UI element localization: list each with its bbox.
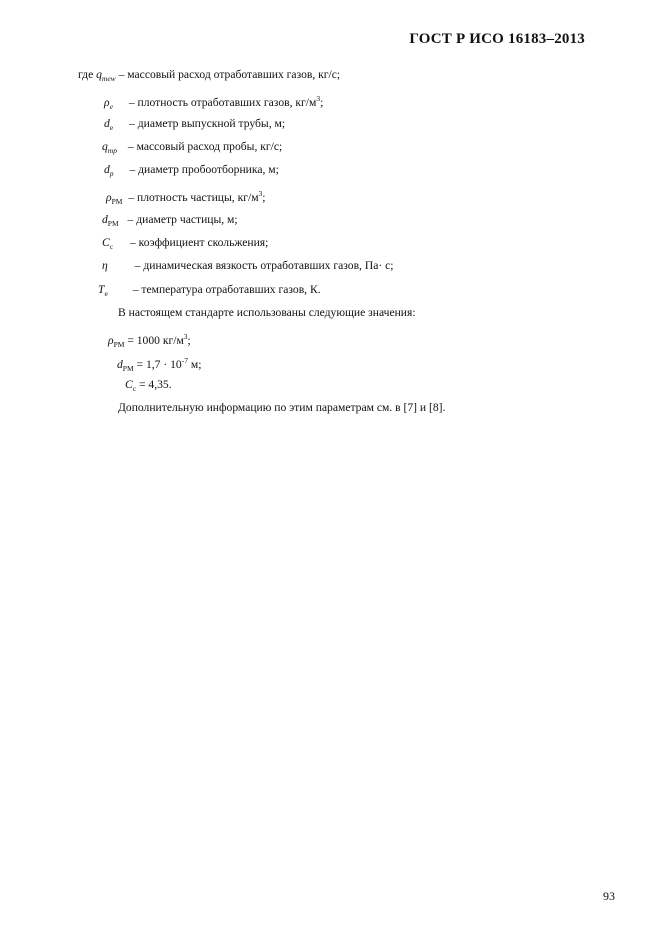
definition-text: – коэффициент скольжения; — [129, 236, 269, 249]
value-row — [117, 354, 201, 376]
value-text: = 4,35. — [136, 378, 172, 391]
definition-text: – динамическая вязкость отработавших газов, Па· с; — [134, 259, 394, 272]
definition-sub: e — [104, 289, 108, 298]
value-symbol: C — [125, 378, 133, 391]
value-sub: c — [132, 384, 137, 393]
value-row — [108, 330, 191, 352]
where-symbol-sub: mew — [101, 74, 116, 83]
where-line — [78, 68, 340, 86]
definition-symbol: C — [102, 236, 110, 249]
definition-sub: p — [109, 169, 114, 178]
where-symbol: q — [96, 68, 102, 81]
value-tail: м; — [187, 358, 202, 371]
definition-row — [104, 117, 285, 135]
definition-symbol: d — [104, 163, 110, 176]
value-sub: PM — [113, 340, 125, 349]
definition-text: – диаметр частицы, м; — [127, 213, 238, 226]
value-tail: ; — [187, 334, 191, 347]
definition-tail: ; — [320, 96, 324, 109]
definition-symbol: d — [104, 117, 110, 130]
value-sub: PM — [122, 364, 134, 373]
page-number: 93 — [603, 889, 615, 903]
definition-row — [98, 283, 321, 301]
value-symbol: ρ — [108, 334, 114, 347]
value-sup: -7 — [181, 356, 188, 365]
definition-symbol: d — [102, 213, 108, 226]
value-sup: 3 — [183, 332, 188, 341]
definition-tail: ; — [262, 191, 266, 204]
definition-sup: 3 — [316, 94, 321, 103]
definition-text: – массовый расход пробы, кг/с; — [127, 140, 283, 153]
definition-symbol: q — [102, 140, 108, 153]
definition-sub: PM — [111, 197, 123, 206]
definition-row — [106, 187, 266, 209]
value-symbol: d — [117, 358, 123, 371]
definition-row — [102, 259, 394, 273]
definition-text: – диаметр пробоотборника, м; — [129, 163, 279, 176]
definition-sub: e — [109, 102, 113, 111]
definition-row — [102, 236, 268, 254]
where-text: – массовый расход отработавших газов, кг/с; — [115, 68, 341, 81]
definition-row — [102, 213, 238, 231]
where-prefix: где — [78, 68, 97, 81]
definition-text: – температура отработавших газов, К. — [132, 283, 321, 296]
value-text: = 1,7 · 10 — [133, 358, 182, 371]
definition-symbol: η — [102, 259, 108, 272]
document-header: ГОСТ Р ИСО 16183–2013 — [409, 31, 585, 47]
value-text: = 1000 кг/м — [124, 334, 184, 347]
definition-text: – диаметр выпускной трубы, м; — [129, 117, 286, 130]
definition-row — [102, 140, 282, 158]
values-intro: В настоящем стандарте использованы следующие значения: — [118, 306, 416, 319]
value-row — [125, 378, 172, 396]
definition-sub: PM — [107, 219, 119, 228]
definition-sub: mp — [107, 146, 117, 155]
definition-row — [104, 92, 323, 114]
definition-text: – плотность частицы, кг/м — [128, 191, 259, 204]
definition-text: – плотность отработавших газов, кг/м — [128, 96, 317, 109]
definition-symbol: T — [98, 283, 105, 296]
definition-symbol: ρ — [104, 96, 110, 109]
definition-sup: 3 — [258, 189, 263, 198]
definition-row — [104, 163, 279, 181]
definition-sub: c — [109, 242, 114, 251]
definition-symbol: ρ — [106, 191, 112, 204]
definition-sub: e — [109, 123, 114, 132]
closing-paragraph: Дополнительную информацию по этим параметрам см. в [7] и [8]. — [118, 401, 446, 414]
